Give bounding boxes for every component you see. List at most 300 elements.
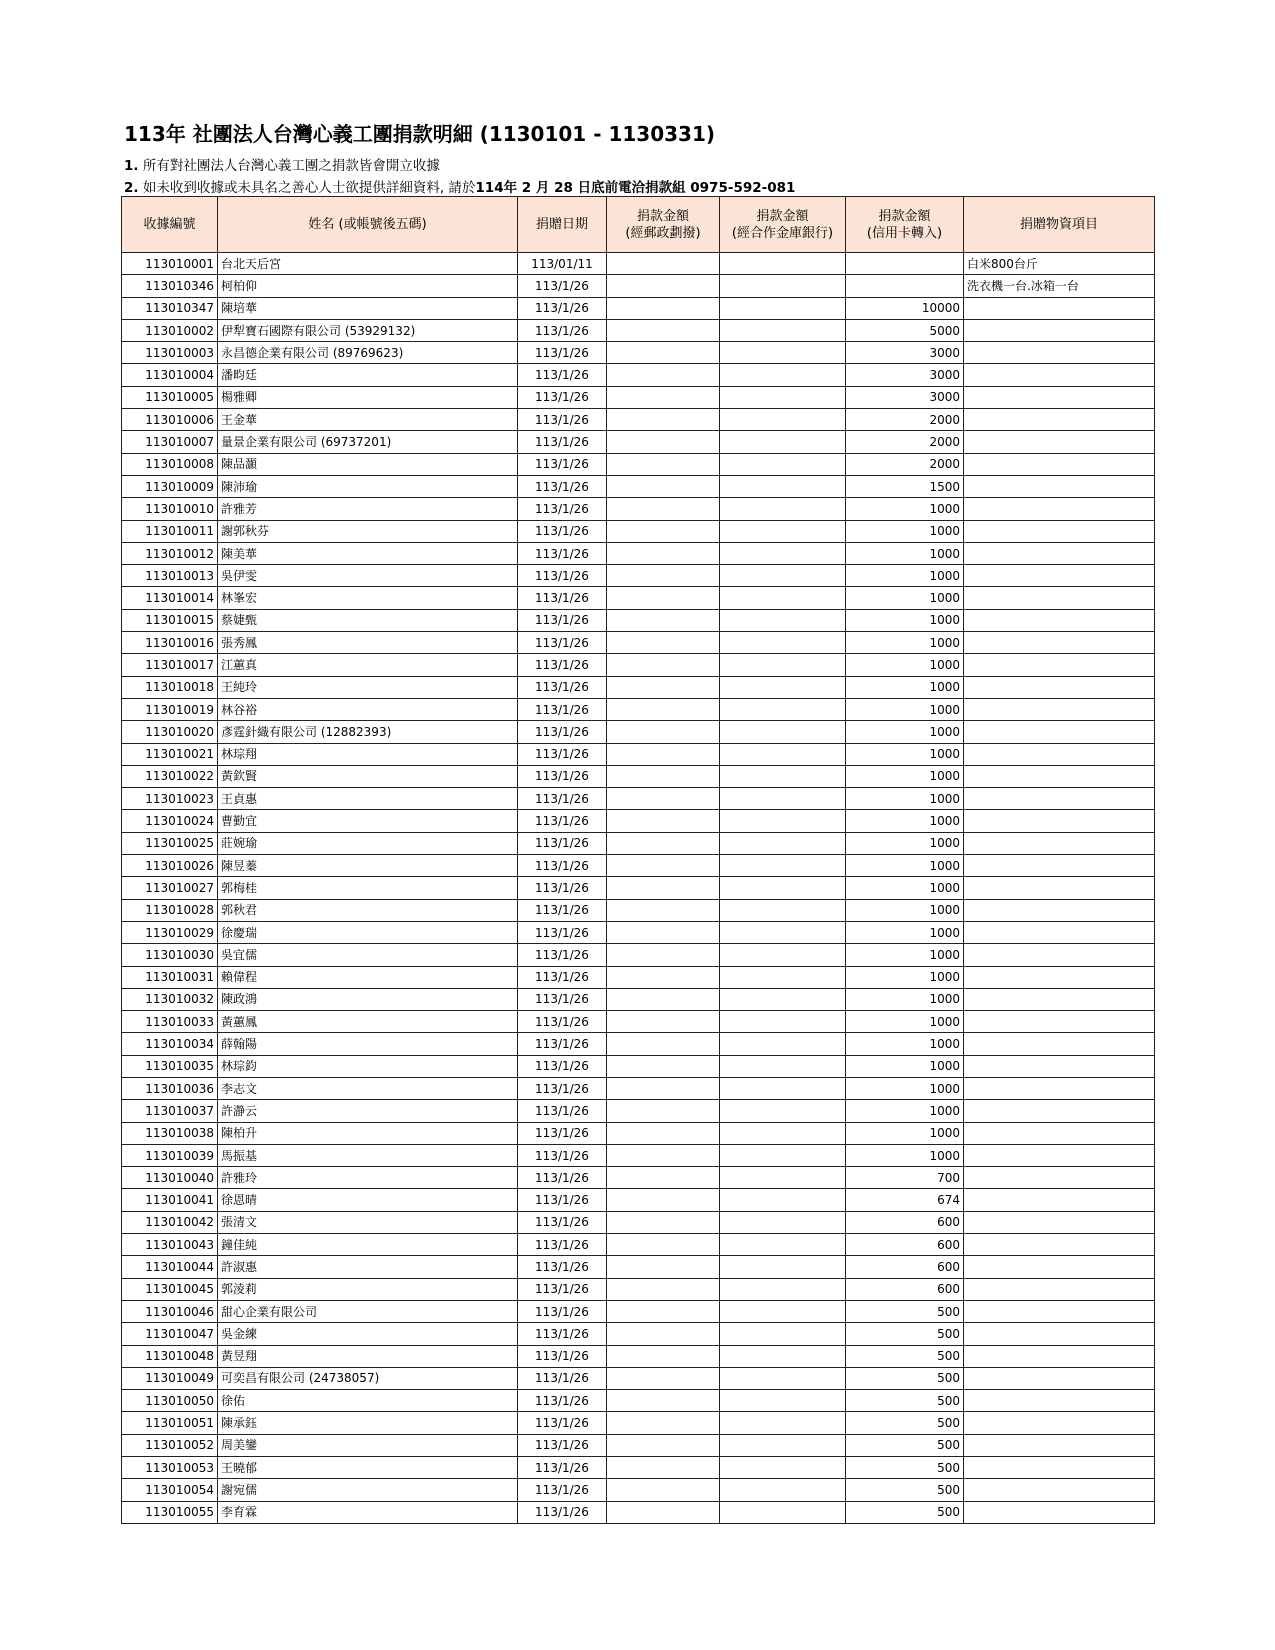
note-number: 1.: [124, 158, 139, 174]
postal-amount-cell: [607, 542, 720, 564]
note-receipt: [124, 154, 440, 174]
credit-amount-cell: [846, 275, 964, 297]
donated-goods-cell: [964, 1033, 1155, 1055]
donation-date-cell: 113/1/26: [518, 988, 607, 1010]
bank-amount-cell: [720, 632, 846, 654]
table-row: [122, 1300, 1155, 1322]
credit-amount-cell: 1000: [846, 966, 964, 988]
receipt-number-cell: 113010009: [122, 475, 218, 497]
donated-goods-cell: [964, 1077, 1155, 1099]
donor-name-cell: 陳柏升: [218, 1122, 518, 1144]
bank-amount-cell: [720, 743, 846, 765]
bank-amount-cell: [720, 1501, 846, 1523]
postal-amount-cell: [607, 342, 720, 364]
credit-amount-cell: 500: [846, 1323, 964, 1345]
donor-name-cell: 賴偉程: [218, 966, 518, 988]
receipt-number-cell: 113010015: [122, 609, 218, 631]
receipt-number-cell: 113010026: [122, 855, 218, 877]
postal-amount-cell: [607, 409, 720, 431]
bank-amount-cell: [720, 453, 846, 475]
table-row: [122, 698, 1155, 720]
bank-amount-cell: [720, 275, 846, 297]
donated-goods-cell: [964, 1211, 1155, 1233]
receipt-number-cell: 113010051: [122, 1412, 218, 1434]
donor-name-cell: 徐佑: [218, 1390, 518, 1412]
receipt-number-cell: 113010002: [122, 319, 218, 341]
postal-amount-cell: [607, 721, 720, 743]
credit-amount-cell: 1000: [846, 988, 964, 1010]
table-row: [122, 788, 1155, 810]
table-row: [122, 1011, 1155, 1033]
donor-name-cell: 甜心企業有限公司: [218, 1300, 518, 1322]
table-row: [122, 475, 1155, 497]
donation-date-cell: 113/1/26: [518, 654, 607, 676]
bank-amount-cell: [720, 1077, 846, 1099]
table-row: [122, 565, 1155, 587]
table-row: [122, 587, 1155, 609]
table-row: [122, 386, 1155, 408]
donated-goods-cell: [964, 855, 1155, 877]
donor-name-cell: 謝郭秋芬: [218, 520, 518, 542]
postal-amount-cell: [607, 364, 720, 386]
table-row: [122, 877, 1155, 899]
credit-amount-cell: 1000: [846, 1055, 964, 1077]
bank-amount-cell: [720, 475, 846, 497]
donated-goods-cell: [964, 921, 1155, 943]
donor-name-cell: 陳承鈺: [218, 1412, 518, 1434]
postal-amount-cell: [607, 1033, 720, 1055]
donor-name-cell: 郭淩莉: [218, 1278, 518, 1300]
receipt-number-cell: 113010013: [122, 565, 218, 587]
postal-amount-cell: [607, 632, 720, 654]
donor-name-cell: 郭梅桂: [218, 877, 518, 899]
donation-date-cell: 113/1/26: [518, 275, 607, 297]
donated-goods-cell: [964, 1457, 1155, 1479]
bank-amount-cell: [720, 1390, 846, 1412]
bank-amount-cell: [720, 921, 846, 943]
postal-amount-cell: [607, 921, 720, 943]
donation-date-cell: 113/1/26: [518, 721, 607, 743]
donation-date-cell: 113/1/26: [518, 765, 607, 787]
receipt-number-cell: 113010016: [122, 632, 218, 654]
donation-date-cell: 113/1/26: [518, 1234, 607, 1256]
donation-date-cell: 113/1/26: [518, 453, 607, 475]
postal-amount-cell: [607, 765, 720, 787]
postal-amount-cell: [607, 743, 720, 765]
table-row: [122, 1122, 1155, 1144]
credit-amount-cell: 2000: [846, 431, 964, 453]
donated-goods-cell: 洗衣機一台.冰箱一台: [964, 275, 1155, 297]
bank-amount-cell: [720, 1011, 846, 1033]
donor-name-cell: 江蕙真: [218, 654, 518, 676]
donation-date-cell: 113/1/26: [518, 409, 607, 431]
donor-name-cell: 陳培華: [218, 297, 518, 319]
receipt-number-cell: 113010027: [122, 877, 218, 899]
receipt-number-cell: 113010044: [122, 1256, 218, 1278]
donation-date-cell: 113/1/26: [518, 1345, 607, 1367]
receipt-number-cell: 113010037: [122, 1100, 218, 1122]
postal-amount-cell: [607, 1323, 720, 1345]
bank-amount-cell: [720, 877, 846, 899]
postal-amount-cell: [607, 832, 720, 854]
credit-amount-cell: 3000: [846, 342, 964, 364]
donation-date-cell: 113/1/26: [518, 1167, 607, 1189]
donated-goods-cell: [964, 386, 1155, 408]
donation-date-cell: 113/1/26: [518, 297, 607, 319]
receipt-number-cell: 113010048: [122, 1345, 218, 1367]
donation-date-cell: 113/1/26: [518, 1211, 607, 1233]
donated-goods-cell: [964, 1011, 1155, 1033]
bank-amount-cell: [720, 609, 846, 631]
header-credit-amount: 捐款金額 (信用卡轉入): [846, 197, 964, 253]
credit-amount-cell: 700: [846, 1167, 964, 1189]
bank-amount-cell: [720, 1300, 846, 1322]
postal-amount-cell: [607, 1189, 720, 1211]
donated-goods-cell: [964, 453, 1155, 475]
table-row: [122, 609, 1155, 631]
credit-amount-cell: 2000: [846, 453, 964, 475]
header-postal-amount: 捐款金額 (經郵政劃撥): [607, 197, 720, 253]
postal-amount-cell: [607, 1300, 720, 1322]
receipt-number-cell: 113010012: [122, 542, 218, 564]
receipt-number-cell: 113010007: [122, 431, 218, 453]
header-receipt-no: 收據編號: [122, 197, 218, 253]
table-row: [122, 810, 1155, 832]
credit-amount-cell: 500: [846, 1412, 964, 1434]
donor-name-cell: 曹勤宜: [218, 810, 518, 832]
bank-amount-cell: [720, 498, 846, 520]
credit-amount-cell: 2000: [846, 409, 964, 431]
credit-amount-cell: 1000: [846, 765, 964, 787]
donated-goods-cell: [964, 899, 1155, 921]
bank-amount-cell: [720, 698, 846, 720]
table-row: [122, 1457, 1155, 1479]
donated-goods-cell: [964, 319, 1155, 341]
bank-amount-cell: [720, 1234, 846, 1256]
donor-name-cell: 許雅芳: [218, 498, 518, 520]
bank-amount-cell: [720, 1256, 846, 1278]
note-text: 所有對社團法人台灣心義工團之捐款皆會開立收據: [138, 158, 440, 174]
donated-goods-cell: [964, 698, 1155, 720]
donor-name-cell: 周美鑾: [218, 1434, 518, 1456]
postal-amount-cell: [607, 1412, 720, 1434]
table-row: [122, 1167, 1155, 1189]
header-bank-amount: 捐款金額 (經合作金庫銀行): [720, 197, 846, 253]
donated-goods-cell: [964, 765, 1155, 787]
donor-name-cell: 黃昱翔: [218, 1345, 518, 1367]
credit-amount-cell: 1000: [846, 609, 964, 631]
bank-amount-cell: [720, 1457, 846, 1479]
donation-date-cell: 113/1/26: [518, 810, 607, 832]
credit-amount-cell: 1000: [846, 698, 964, 720]
donated-goods-cell: [964, 520, 1155, 542]
postal-amount-cell: [607, 1390, 720, 1412]
credit-amount-cell: 500: [846, 1390, 964, 1412]
postal-amount-cell: [607, 1457, 720, 1479]
donation-date-cell: 113/1/26: [518, 832, 607, 854]
donation-date-cell: 113/1/26: [518, 1501, 607, 1523]
donated-goods-cell: [964, 1278, 1155, 1300]
donor-name-cell: 鐘佳純: [218, 1234, 518, 1256]
credit-amount-cell: 1500: [846, 475, 964, 497]
receipt-number-cell: 113010034: [122, 1033, 218, 1055]
credit-amount-cell: [846, 253, 964, 275]
donated-goods-cell: [964, 297, 1155, 319]
receipt-number-cell: 113010008: [122, 453, 218, 475]
bank-amount-cell: [720, 810, 846, 832]
table-row: [122, 765, 1155, 787]
credit-amount-cell: 1000: [846, 721, 964, 743]
receipt-number-cell: 113010005: [122, 386, 218, 408]
credit-amount-cell: 1000: [846, 832, 964, 854]
donated-goods-cell: [964, 498, 1155, 520]
donated-goods-cell: [964, 587, 1155, 609]
credit-amount-cell: 500: [846, 1300, 964, 1322]
postal-amount-cell: [607, 319, 720, 341]
credit-amount-cell: 10000: [846, 297, 964, 319]
bank-amount-cell: [720, 832, 846, 854]
table-row: [122, 899, 1155, 921]
credit-amount-cell: 1000: [846, 565, 964, 587]
postal-amount-cell: [607, 676, 720, 698]
donor-name-cell: 吳金練: [218, 1323, 518, 1345]
postal-amount-cell: [607, 1367, 720, 1389]
bank-amount-cell: [720, 342, 846, 364]
receipt-number-cell: 113010019: [122, 698, 218, 720]
table-row: [122, 1412, 1155, 1434]
postal-amount-cell: [607, 386, 720, 408]
receipt-number-cell: 113010055: [122, 1501, 218, 1523]
bank-amount-cell: [720, 253, 846, 275]
donated-goods-cell: [964, 1412, 1155, 1434]
postal-amount-cell: [607, 609, 720, 631]
donation-date-cell: 113/1/26: [518, 676, 607, 698]
donated-goods-cell: [964, 944, 1155, 966]
credit-amount-cell: 5000: [846, 319, 964, 341]
donated-goods-cell: [964, 676, 1155, 698]
credit-amount-cell: 3000: [846, 364, 964, 386]
donation-date-cell: 113/1/26: [518, 609, 607, 631]
postal-amount-cell: [607, 944, 720, 966]
bank-amount-cell: [720, 944, 846, 966]
donated-goods-cell: [964, 1100, 1155, 1122]
credit-amount-cell: 500: [846, 1345, 964, 1367]
table-row: [122, 921, 1155, 943]
bank-amount-cell: [720, 520, 846, 542]
postal-amount-cell: [607, 1122, 720, 1144]
donation-date-cell: 113/1/26: [518, 1256, 607, 1278]
donated-goods-cell: [964, 1390, 1155, 1412]
donor-name-cell: 陳沛瑜: [218, 475, 518, 497]
receipt-number-cell: 113010032: [122, 988, 218, 1010]
table-row: [122, 944, 1155, 966]
receipt-number-cell: 113010014: [122, 587, 218, 609]
credit-amount-cell: 600: [846, 1256, 964, 1278]
donor-name-cell: 莊婉瑜: [218, 832, 518, 854]
receipt-number-cell: 113010043: [122, 1234, 218, 1256]
donated-goods-cell: [964, 788, 1155, 810]
postal-amount-cell: [607, 966, 720, 988]
donor-name-cell: 陳品灝: [218, 453, 518, 475]
donor-name-cell: 伊犁寶石國際有限公司 (53929132): [218, 319, 518, 341]
bank-amount-cell: [720, 988, 846, 1010]
bank-amount-cell: [720, 1211, 846, 1233]
donated-goods-cell: [964, 1256, 1155, 1278]
credit-amount-cell: 1000: [846, 520, 964, 542]
bank-amount-cell: [720, 319, 846, 341]
donated-goods-cell: [964, 431, 1155, 453]
credit-amount-cell: 500: [846, 1501, 964, 1523]
donor-name-cell: 李志文: [218, 1077, 518, 1099]
donor-name-cell: 王貞惠: [218, 788, 518, 810]
table-row: [122, 632, 1155, 654]
receipt-number-cell: 113010040: [122, 1167, 218, 1189]
receipt-number-cell: 113010046: [122, 1300, 218, 1322]
donation-date-cell: 113/1/26: [518, 1144, 607, 1166]
table-row: [122, 832, 1155, 854]
table-row: [122, 1189, 1155, 1211]
donated-goods-cell: [964, 609, 1155, 631]
donation-date-cell: 113/1/26: [518, 1033, 607, 1055]
donated-goods-cell: [964, 1300, 1155, 1322]
postal-amount-cell: [607, 1345, 720, 1367]
postal-amount-cell: [607, 988, 720, 1010]
donor-name-cell: 郭秋君: [218, 899, 518, 921]
donated-goods-cell: [964, 1167, 1155, 1189]
credit-amount-cell: 600: [846, 1211, 964, 1233]
donor-name-cell: 黃蕙鳳: [218, 1011, 518, 1033]
credit-amount-cell: 1000: [846, 1144, 964, 1166]
credit-amount-cell: 1000: [846, 542, 964, 564]
receipt-number-cell: 113010038: [122, 1122, 218, 1144]
donation-date-cell: 113/1/26: [518, 431, 607, 453]
donation-date-cell: 113/1/26: [518, 877, 607, 899]
donated-goods-cell: [964, 877, 1155, 899]
table-row: [122, 319, 1155, 341]
table-row: [122, 520, 1155, 542]
donated-goods-cell: [964, 721, 1155, 743]
donor-name-cell: 許瀞云: [218, 1100, 518, 1122]
bank-amount-cell: [720, 1367, 846, 1389]
receipt-number-cell: 113010033: [122, 1011, 218, 1033]
donated-goods-cell: [964, 475, 1155, 497]
donor-name-cell: 王金華: [218, 409, 518, 431]
header-date: 捐贈日期: [518, 197, 607, 253]
donation-date-cell: 113/1/26: [518, 587, 607, 609]
donated-goods-cell: [964, 565, 1155, 587]
donation-date-cell: 113/1/26: [518, 1300, 607, 1322]
donor-name-cell: 許雅玲: [218, 1167, 518, 1189]
credit-amount-cell: 500: [846, 1457, 964, 1479]
donation-date-cell: 113/1/26: [518, 698, 607, 720]
receipt-number-cell: 113010024: [122, 810, 218, 832]
donation-date-cell: 113/1/26: [518, 632, 607, 654]
bank-amount-cell: [720, 899, 846, 921]
table-row: [122, 1100, 1155, 1122]
bank-amount-cell: [720, 855, 846, 877]
donation-date-cell: 113/1/26: [518, 1323, 607, 1345]
bank-amount-cell: [720, 1055, 846, 1077]
postal-amount-cell: [607, 1501, 720, 1523]
postal-amount-cell: [607, 1055, 720, 1077]
donated-goods-cell: [964, 1367, 1155, 1389]
table-row: [122, 1501, 1155, 1523]
receipt-number-cell: 113010029: [122, 921, 218, 943]
receipt-number-cell: 113010039: [122, 1144, 218, 1166]
donated-goods-cell: [964, 364, 1155, 386]
donor-name-cell: 柯柏仰: [218, 275, 518, 297]
donated-goods-cell: [964, 342, 1155, 364]
postal-amount-cell: [607, 1011, 720, 1033]
postal-amount-cell: [607, 498, 720, 520]
receipt-number-cell: 113010347: [122, 297, 218, 319]
donor-name-cell: 蔡婕甄: [218, 609, 518, 631]
donation-date-cell: 113/1/26: [518, 1189, 607, 1211]
donation-date-cell: 113/1/26: [518, 1367, 607, 1389]
receipt-number-cell: 113010049: [122, 1367, 218, 1389]
table-row: [122, 275, 1155, 297]
donation-date-cell: 113/1/26: [518, 542, 607, 564]
table-row: [122, 1323, 1155, 1345]
table-row: [122, 1211, 1155, 1233]
donation-date-cell: 113/1/26: [518, 386, 607, 408]
donor-name-cell: 吳伊雯: [218, 565, 518, 587]
donation-date-cell: 113/1/26: [518, 944, 607, 966]
donated-goods-cell: [964, 409, 1155, 431]
donation-date-cell: 113/1/26: [518, 520, 607, 542]
donor-name-cell: 吳宜儒: [218, 944, 518, 966]
donation-date-cell: 113/1/26: [518, 1278, 607, 1300]
donor-name-cell: 林谷裕: [218, 698, 518, 720]
bank-amount-cell: [720, 542, 846, 564]
credit-amount-cell: 1000: [846, 1033, 964, 1055]
donation-date-cell: 113/1/26: [518, 319, 607, 341]
donor-name-cell: 王曉郁: [218, 1457, 518, 1479]
donation-date-cell: 113/1/26: [518, 743, 607, 765]
postal-amount-cell: [607, 1278, 720, 1300]
receipt-number-cell: 113010020: [122, 721, 218, 743]
postal-amount-cell: [607, 1167, 720, 1189]
bank-amount-cell: [720, 1100, 846, 1122]
bank-amount-cell: [720, 1167, 846, 1189]
donation-date-cell: 113/1/26: [518, 498, 607, 520]
table-row: [122, 542, 1155, 564]
donor-name-cell: 楊雅卿: [218, 386, 518, 408]
postal-amount-cell: [607, 1144, 720, 1166]
postal-amount-cell: [607, 297, 720, 319]
bank-amount-cell: [720, 1189, 846, 1211]
receipt-number-cell: 113010021: [122, 743, 218, 765]
donor-name-cell: 李育霖: [218, 1501, 518, 1523]
donation-date-cell: 113/1/26: [518, 342, 607, 364]
donation-date-cell: 113/1/26: [518, 788, 607, 810]
donated-goods-cell: [964, 1144, 1155, 1166]
postal-amount-cell: [607, 877, 720, 899]
credit-amount-cell: 1000: [846, 587, 964, 609]
donated-goods-cell: [964, 1323, 1155, 1345]
receipt-number-cell: 113010346: [122, 275, 218, 297]
receipt-number-cell: 113010028: [122, 899, 218, 921]
bank-amount-cell: [720, 1412, 846, 1434]
receipt-number-cell: 113010035: [122, 1055, 218, 1077]
note-contact: [124, 176, 795, 196]
receipt-number-cell: 113010052: [122, 1434, 218, 1456]
credit-amount-cell: 1000: [846, 498, 964, 520]
donated-goods-cell: [964, 1479, 1155, 1501]
donor-name-cell: 陳政鴻: [218, 988, 518, 1010]
bank-amount-cell: [720, 587, 846, 609]
table-row: [122, 498, 1155, 520]
